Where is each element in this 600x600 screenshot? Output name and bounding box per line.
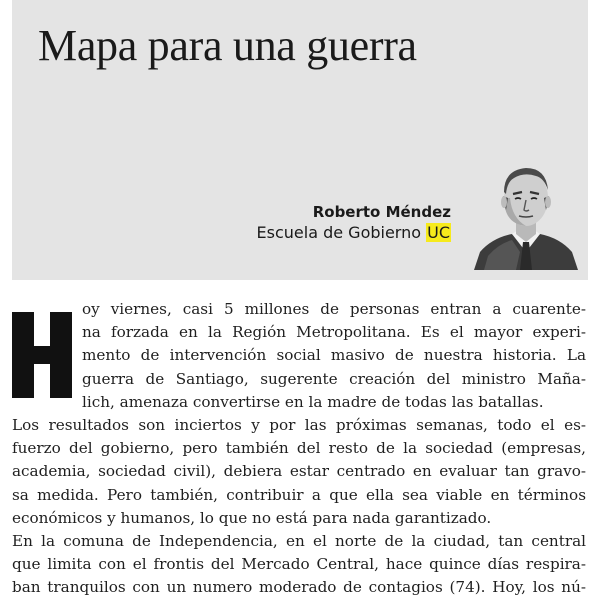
author-portrait [470,152,582,270]
article-header [12,0,588,280]
text-line: na forzada en la Región Metropolitana. Es el mayor experi- [82,323,586,342]
author-name: Roberto Méndez [312,203,451,221]
text-line: En la comuna de Independencia, en el norte de la ciudad, tan central [12,532,586,551]
text-line: academia, sociedad civil), debiera estar centrado en evaluar tan gravo- [12,462,586,481]
text-line: guerra de Santiago, sugerente creación del ministro Maña- [82,369,586,388]
text-line: fuerzo del gobierno, pero también del resto de la sociedad (empresas, [12,439,586,458]
text-line: oy viernes, casi 5 millones de personas entran a cuarente- [82,300,586,318]
article-title: Mapa para una guerra [38,21,417,70]
drop-cap-glyph [12,312,72,398]
byline [257,202,451,244]
text-line: Los resultados son inciertos y por las próximas semanas, todo el es- [12,416,586,435]
text-line: lich, amenaza convertirse en la madre de todas las batallas. [82,392,544,411]
article-paragraph-2 [12,414,586,530]
text-line: que limita con el frontis del Mercado Central, hace quince días respira- [12,555,586,574]
affiliation-highlight: UC [427,223,450,242]
drop-cap [12,312,72,398]
article-body [12,298,586,600]
author-affiliation [257,222,451,244]
article-paragraph-3 [12,530,586,600]
affiliation-text: Escuela de Gobierno [256,223,427,242]
text-line: ban tranquilos con un numero moderado de contagios (74). Hoy, los nú- [12,578,586,597]
article-paragraph-1 [12,298,586,414]
text-line: económicos y humanos, lo que no está para nada garantizado. [12,508,492,527]
portrait-ear [545,196,551,208]
text-line: mento de intervención social masivo de nuestra historia. La [82,346,586,365]
portrait-ear-left [501,196,507,208]
text-line: sa medida. Pero también, contribuir a que ella sea viable en términos [12,485,586,504]
